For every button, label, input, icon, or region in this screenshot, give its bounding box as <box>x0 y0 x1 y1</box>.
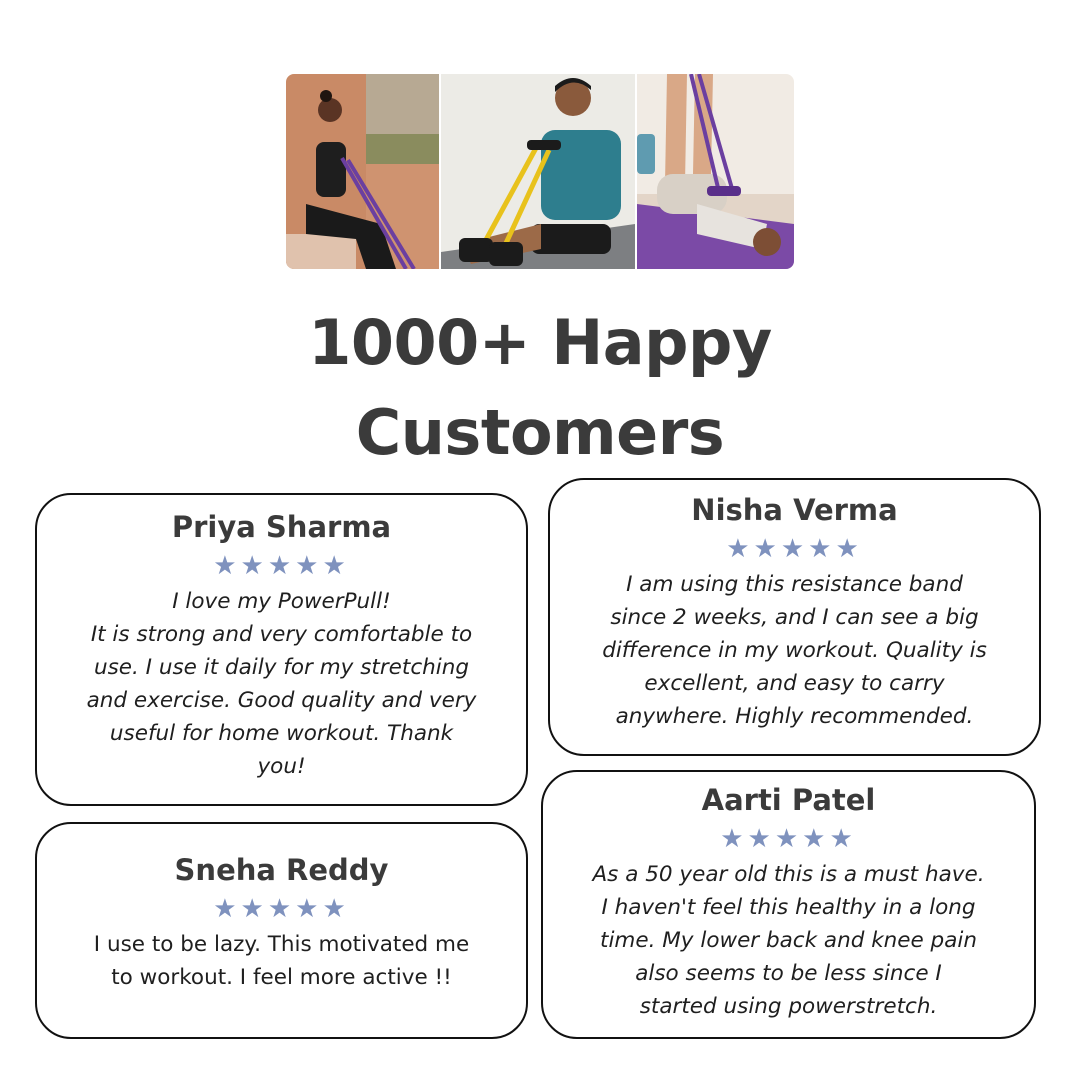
star-rating-icon: ★★★★★ <box>213 894 350 924</box>
photo-strip <box>286 74 794 269</box>
review-text: I love my PowerPull! It is strong and very comfortable to use. I use it daily for my stretching and exercise. Good quality and very useful for home workout. Thank you! <box>86 589 477 779</box>
review-card-priya <box>35 493 528 806</box>
woman-seated-resistance-band-photo <box>286 74 439 269</box>
headline <box>0 298 1080 478</box>
reviewer-name: Nisha Verma <box>691 493 898 527</box>
review-text: As a 50 year old this is a must have. I haven't feel this healthy in a long time. My lower back and knee pain also seems to be less since I started using powerstretch. <box>592 862 985 1019</box>
review-card-aarti <box>541 770 1036 1039</box>
review-card-nisha <box>548 478 1041 756</box>
woman-lying-resistance-band-photo <box>637 74 794 269</box>
star-rating-icon: ★★★★★ <box>213 551 350 581</box>
reviewer-name: Priya Sharma <box>171 510 392 544</box>
review-text: I am using this resistance band since 2 weeks, and I can see a big difference in my workout. Quality is excellent, and easy to carry anywhere. Highly recommended. <box>602 572 987 729</box>
headline-line-2: Customers <box>355 396 725 469</box>
reviewer-name: Sneha Reddy <box>174 853 389 887</box>
star-rating-icon: ★★★★★ <box>726 534 863 564</box>
man-seated-resistance-band-photo <box>441 74 635 269</box>
star-rating-icon: ★★★★★ <box>720 824 857 854</box>
review-text: I use to be lazy. This motivated me to workout. I feel more active !! <box>93 932 470 990</box>
reviewer-name: Aarti Patel <box>701 783 876 817</box>
headline-line-1: 1000+ Happy <box>308 306 772 379</box>
review-card-sneha <box>35 822 528 1039</box>
